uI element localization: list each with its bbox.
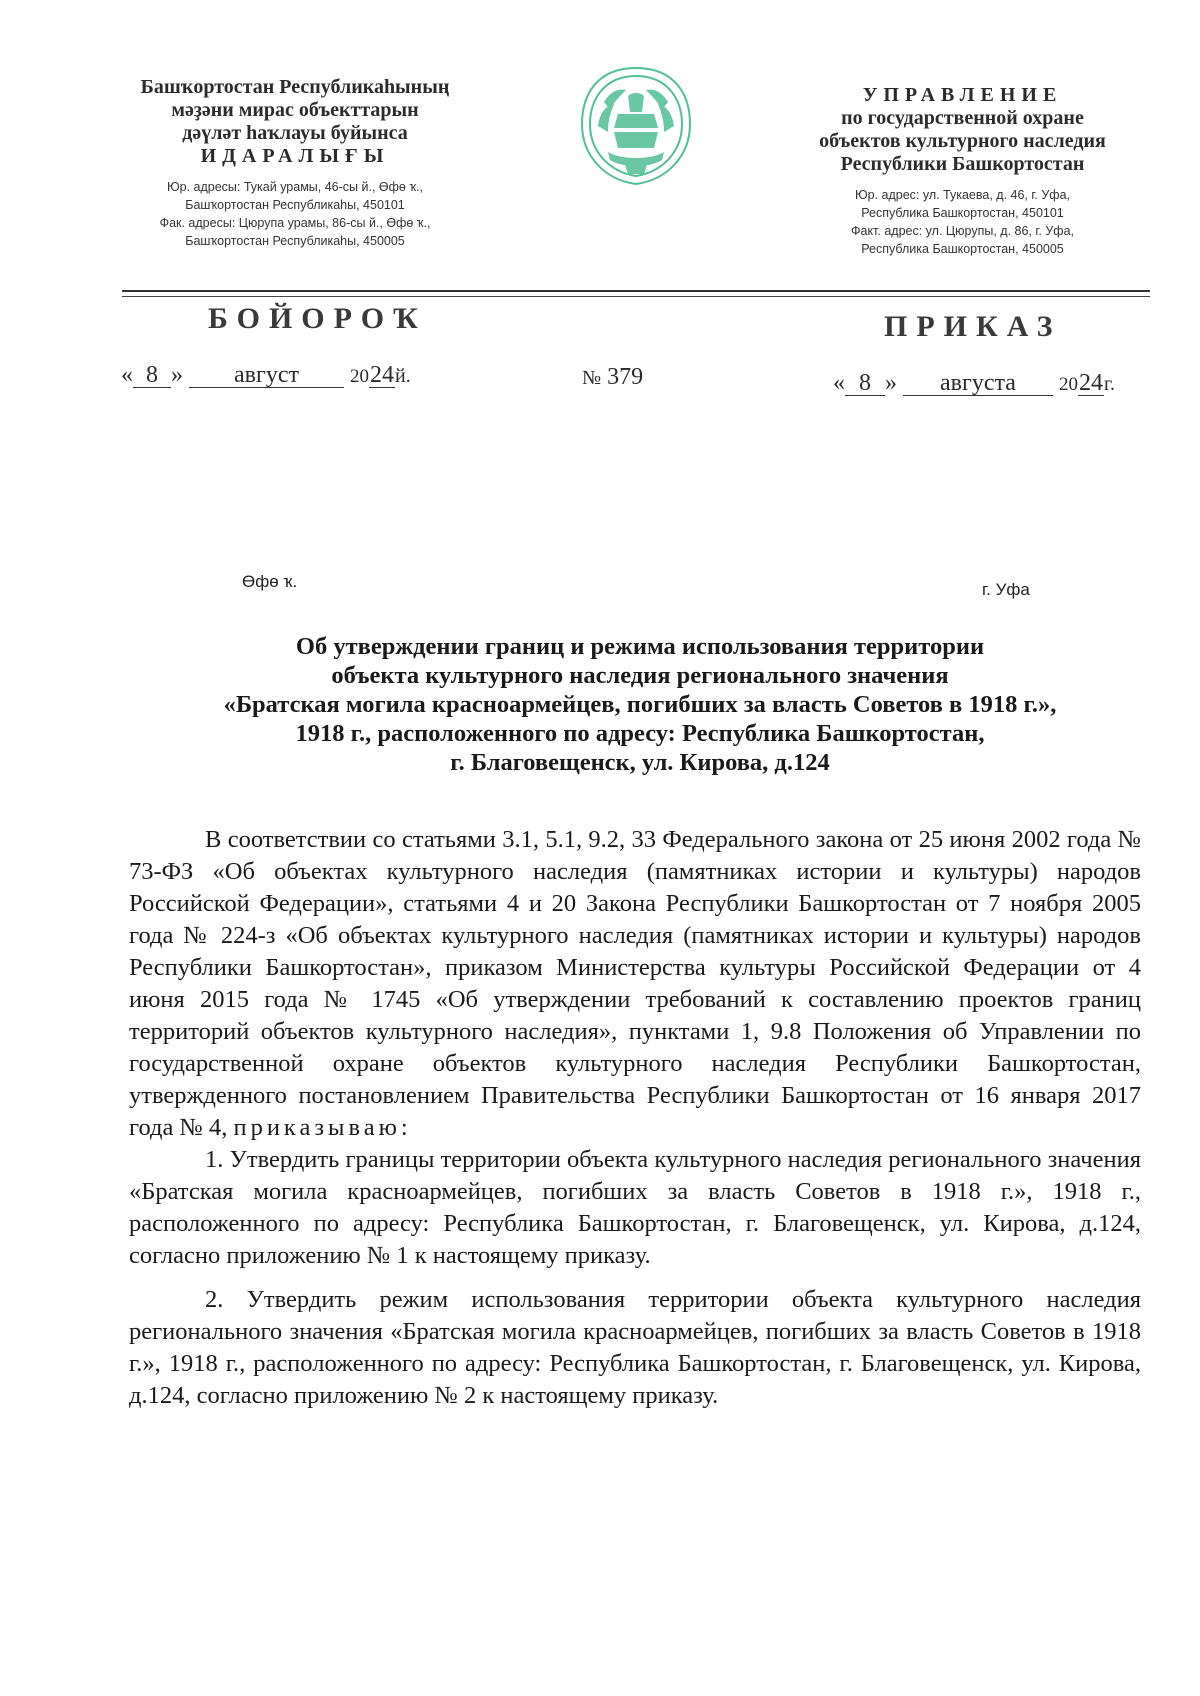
date-russian-year-prefix: 20	[1059, 374, 1078, 395]
title-line-5: г. Благовещенск, ул. Кирова, д.124	[450, 749, 830, 776]
org-name-russian-line-4: Республики Башкортостан	[840, 153, 1085, 175]
address-russian-line-2: Республика Башкортостан, 450101	[861, 206, 1064, 220]
city-bashkir: Өфө ҡ.	[242, 572, 298, 591]
org-name-bashkir-line-1: Башҡортостан Республикаһының	[140, 76, 450, 98]
date-bashkir-open-quote: «	[121, 362, 133, 388]
date-bashkir-suffix: й.	[395, 365, 411, 387]
date-bashkir-month: август	[189, 363, 344, 388]
date-bashkir	[121, 362, 411, 389]
org-name-bashkir-line-4: ИДАРАЛЫҒЫ	[200, 145, 390, 167]
date-russian-day: 8	[845, 371, 885, 396]
address-russian-line-3: Факт. адрес: ул. Цюрупы, д. 86, г. Уфа,	[850, 224, 1074, 238]
order-number	[582, 364, 643, 391]
coat-of-arms-icon	[574, 62, 698, 192]
document-title	[140, 632, 1140, 777]
org-name-russian-line-1: УПРАВЛЕНИЕ	[862, 84, 1063, 106]
date-bashkir-day: 8	[133, 363, 171, 388]
body-preamble	[129, 824, 1141, 1144]
address-russian-line-1: Юр. адрес: ул. Тукаева, д. 46, г. Уфа,	[854, 188, 1071, 202]
address-bashkir-line-4: Башҡортостан Республикаһы, 450005	[185, 234, 405, 248]
address-bashkir-line-2: Башҡортостан Республикаһы, 450101	[185, 198, 405, 212]
header-divider	[122, 290, 1150, 292]
org-name-russian-line-2: по государственной охране	[841, 107, 1084, 129]
date-russian-suffix: г.	[1104, 373, 1115, 395]
date-bashkir-year-prefix: 20	[350, 366, 369, 387]
title-line-3: «Братская могила красноармейцев, погибших за власть Советов в 1918 г.»,	[223, 691, 1057, 718]
title-line-4: 1918 г., расположенного по адресу: Республика Башкортостан,	[295, 720, 985, 747]
header-divider-thin	[122, 296, 1150, 297]
doc-type-russian: ПРИКАЗ	[884, 310, 1062, 343]
preamble-text: В соответствии со статьями 3.1, 5.1, 9.2, 33 Федерального закона от 25 июня 2002 года № 73-ФЗ «Об объектах культурного наследия (памятниках истории и культуры) народов Российской Федерации», статьями 4 и 20 Закона Республики Башкортостан от 7 ноября 2005 года № 224-з «Об объектах культурного наследия (памятниках истории и культуры) народов Республики Башкортостан», приказом Министерства культуры Российской Федерации от 4 июня 2015 года № 1745 «Об утверждении требований к составлению проектов границ территорий объектов культурного наследия», пунктами 1, 9.8 Положения об Управлении по государственной охране объектов культурного наследия Республики Башкортостан, утвержденного постановлением Правительства Республики Башкортостан от 16 января 2017 года № 4,	[129, 826, 1141, 1141]
org-name-russian-line-3: объектов культурного наследия	[819, 130, 1106, 152]
date-russian	[833, 370, 1115, 397]
doc-type-bashkir: БОЙОРОҠ	[208, 302, 427, 335]
body-item-1: 1. Утвердить границы территории объекта культурного наследия регионального значения «Братская могила красноармейцев, погибших за власть Советов в 1918 г.», 1918 г., расположенного по адресу: Республика Башкортостан, г. Благовещенск, ул. Кирова, д.124, согласно приложению № 1 к настоящему приказу.	[129, 1146, 1141, 1269]
header-left	[110, 76, 480, 250]
address-russian	[780, 186, 1145, 258]
date-russian-open-quote: «	[833, 370, 845, 396]
org-name-bashkir-line-3: дәүләт һаҡлауы буйынса	[182, 122, 408, 144]
date-russian-close-quote: »	[885, 370, 897, 396]
address-bashkir-line-1: Юр. адресы: Тукай урамы, 46-сы й., Өфө ҡ.,	[167, 180, 423, 194]
order-number-label: №	[582, 367, 602, 389]
address-bashkir-line-3: Фак. адресы: Цюрупа урамы, 86-сы й., Өфө ҡ.,	[159, 216, 431, 230]
title-line-1: Об утверждении границ и режима использования территории	[295, 633, 985, 660]
document-body	[129, 824, 1141, 1412]
header-right	[780, 84, 1145, 258]
title-line-2: объекта культурного наследия регионального значения	[331, 662, 949, 689]
date-bashkir-year-suffix: 24	[370, 362, 394, 388]
address-bashkir	[110, 178, 480, 250]
order-number-value: 379	[607, 364, 644, 390]
city-russian: г. Уфа	[982, 580, 1030, 599]
date-bashkir-close-quote: »	[171, 362, 183, 388]
org-name-bashkir-line-2: мәҙәни мирас объекттарын	[171, 99, 419, 121]
date-russian-month: августа	[903, 371, 1053, 396]
date-russian-year-suffix: 24	[1079, 370, 1103, 396]
order-word: приказываю:	[233, 1114, 412, 1141]
address-russian-line-4: Республика Башкортостан, 450005	[861, 242, 1064, 256]
body-item-2: 2. Утвердить режим использования территории объекта культурного наследия регионального значения «Братская могила красноармейцев, погибших за власть Советов в 1918 г.», 1918 г., расположенного по адресу: Республика Башкортостан, г. Благовещенск, ул. Кирова, д.124, согласно приложению № 2 к настоящему приказу.	[129, 1286, 1141, 1409]
